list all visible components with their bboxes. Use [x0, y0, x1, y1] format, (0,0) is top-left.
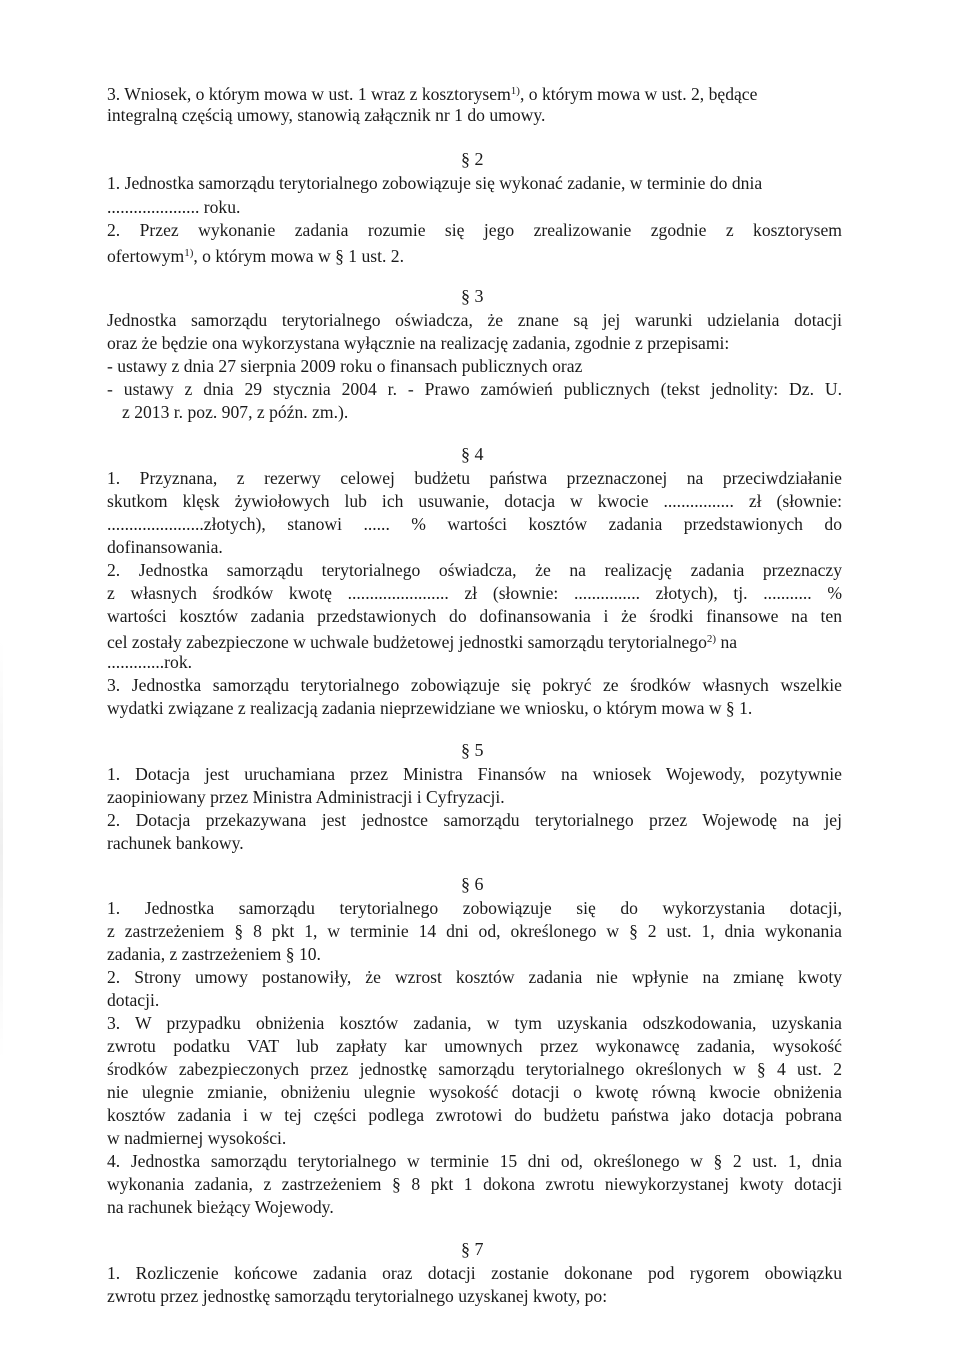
- list-item: - ustawy z dnia 27 sierpnia 2009 roku o finansach publicznych oraz: [107, 356, 583, 376]
- text-line: ......................złotych), stanowi ...... % wartości kosztów zadania przedstawionych do: [107, 514, 842, 534]
- section-heading: § 3: [461, 286, 484, 306]
- text-line: wartości kosztów zadania przedstawionych do dofinansowania i że środki finansowe na ten: [107, 606, 842, 626]
- text-line: 2. Dotacja przekazywana jest jednostce samorządu terytorialnego przez Wojewodę na jej: [107, 810, 842, 830]
- scan-edge-shadow: [0, 640, 3, 1060]
- text-line: dotacji.: [107, 990, 160, 1010]
- text-line: skutkom klęsk żywiołowych lub ich usuwanie, dotacja w kwocie ................ zł (słownie:: [107, 491, 842, 511]
- footnote-ref: 2): [706, 633, 717, 645]
- text-line: .............rok.: [107, 652, 193, 672]
- text-line: 1. Rozliczenie końcowe zadania oraz dotacji zostanie dokonane pod rygorem obowiązku: [107, 1263, 842, 1283]
- text-line: 2. Strony umowy postanowiły, że wzrost kosztów zadania nie wpłynie na zmianę kwoty: [107, 967, 842, 987]
- text-line: oraz że będzie ona wykorzystana wyłącznie na realizację zadania, zgodnie z przepisami:: [107, 333, 730, 353]
- section-heading: § 5: [461, 740, 484, 760]
- text-line: 1. Przyznana, z rezerwy celowej budżetu państwa przeznaczonej na przeciwdziałanie: [107, 468, 842, 488]
- section-heading: § 4: [461, 444, 484, 464]
- text-line: 3. W przypadku obniżenia kosztów zadania, w tym uzyskania odszkodowania, uzyskania: [107, 1013, 842, 1033]
- section-heading: § 7: [461, 1239, 484, 1259]
- text-line: w nadmiernej wysokości.: [107, 1128, 287, 1148]
- text-line: 1. Jednostka samorządu terytorialnego zobowiązuje się wykonać zadanie, w terminie do dnia: [107, 173, 763, 193]
- section-heading: § 6: [461, 874, 484, 894]
- text-line: wydatki związane z realizacją zadania nieprzewidziane we wniosku, o którym mowa w § 1.: [107, 698, 753, 718]
- section-heading: § 2: [461, 149, 484, 169]
- text-line: na rachunek bieżący Wojewody.: [107, 1197, 334, 1217]
- text-line: Jednostka samorządu terytorialnego oświadcza, że znane są jej warunki udzielania dotacji: [107, 310, 842, 330]
- text-line: kosztów zadania i w tej części podlega zwrotowi do budżetu państwa jako dotacja pobrana: [107, 1105, 842, 1125]
- text-line: cel zostały zabezpieczone w uchwale budżetowej jednostki samorządu terytorialnego$^{2)}$ na: [107, 632, 738, 652]
- footnote-ref: 1): [184, 247, 194, 259]
- text-line: zwrotu podatku VAT lub zapłaty kar umownych przez wykonawcę zadania, wysokość: [107, 1036, 842, 1056]
- text-line: ..................... roku.: [107, 197, 241, 217]
- text-line: dofinansowania.: [107, 537, 223, 557]
- text-line: ofertowym$^{1)}$, o którym mowa w § 1 ust. 2.: [107, 246, 405, 266]
- text-line: rachunek bankowy.: [107, 833, 244, 853]
- text-line: nie ulegnie zmianie, obniżeniu ulegnie wysokość dotacji o kwotę równą kwocie obniżenia: [107, 1082, 842, 1102]
- text-line: 1. Jednostka samorządu terytorialnego zobowiązuje się do wykorzystania dotacji,: [107, 898, 842, 918]
- text-line: zwrotu przez jednostkę samorządu terytorialnego uzyskanej kwoty, po:: [107, 1286, 608, 1306]
- text-line: wykonania zadania, z zastrzeżeniem § 8 pkt 1 dokona zwrotu niewykorzystanej kwoty dotacji: [107, 1174, 842, 1194]
- text-line: 4. Jednostka samorządu terytorialnego w terminie 15 dni od, określonego w § 2 ust. 1, dnia: [107, 1151, 842, 1171]
- text-line: 2. Jednostka samorządu terytorialnego oświadcza, że na realizację zadania przeznaczy: [107, 560, 842, 580]
- text-line: 1. Dotacja jest uruchamiana przez Ministra Finansów na wniosek Wojewody, pozytywnie: [107, 764, 842, 784]
- footnote-ref: 1): [510, 85, 520, 97]
- text-line: 3. Jednostka samorządu terytorialnego zobowiązuje się pokryć ze środków własnych wszelkie: [107, 675, 842, 695]
- text-line: z własnych środków kwotę ....................... zł (słownie: ............... złotych), tj. ........... %: [107, 583, 842, 603]
- text-line: integralną częścią umowy, stanowią załącznik nr 1 do umowy.: [107, 105, 546, 125]
- text-line: środków zabezpieczonych przez jednostkę samorządu terytorialnego określonych w § 4 ust. 2: [107, 1059, 842, 1079]
- text-line: z zastrzeżeniem § 8 pkt 1, w terminie 14 dni od, określonego w § 2 ust. 1, dnia wykonania: [107, 921, 842, 941]
- text-line: z 2013 r. poz. 907, z późn. zm.).: [122, 402, 349, 422]
- text-line: 3. Wniosek, o którym mowa w ust. 1 wraz z kosztorysem$^{1)}$, o którym mowa w ust. 2, będące: [107, 84, 758, 104]
- list-item: - ustawy z dnia 29 stycznia 2004 r. - Prawo zamówień publicznych (tekst jednolity: Dz. U.: [107, 379, 842, 399]
- text-line: zaopiniowany przez Ministra Administracji i Cyfryzacji.: [107, 787, 505, 807]
- text-line: zadania, z zastrzeżeniem § 10.: [107, 944, 321, 964]
- text-line: 2. Przez wykonanie zadania rozumie się jego zrealizowanie zgodnie z kosztorysem: [107, 220, 842, 240]
